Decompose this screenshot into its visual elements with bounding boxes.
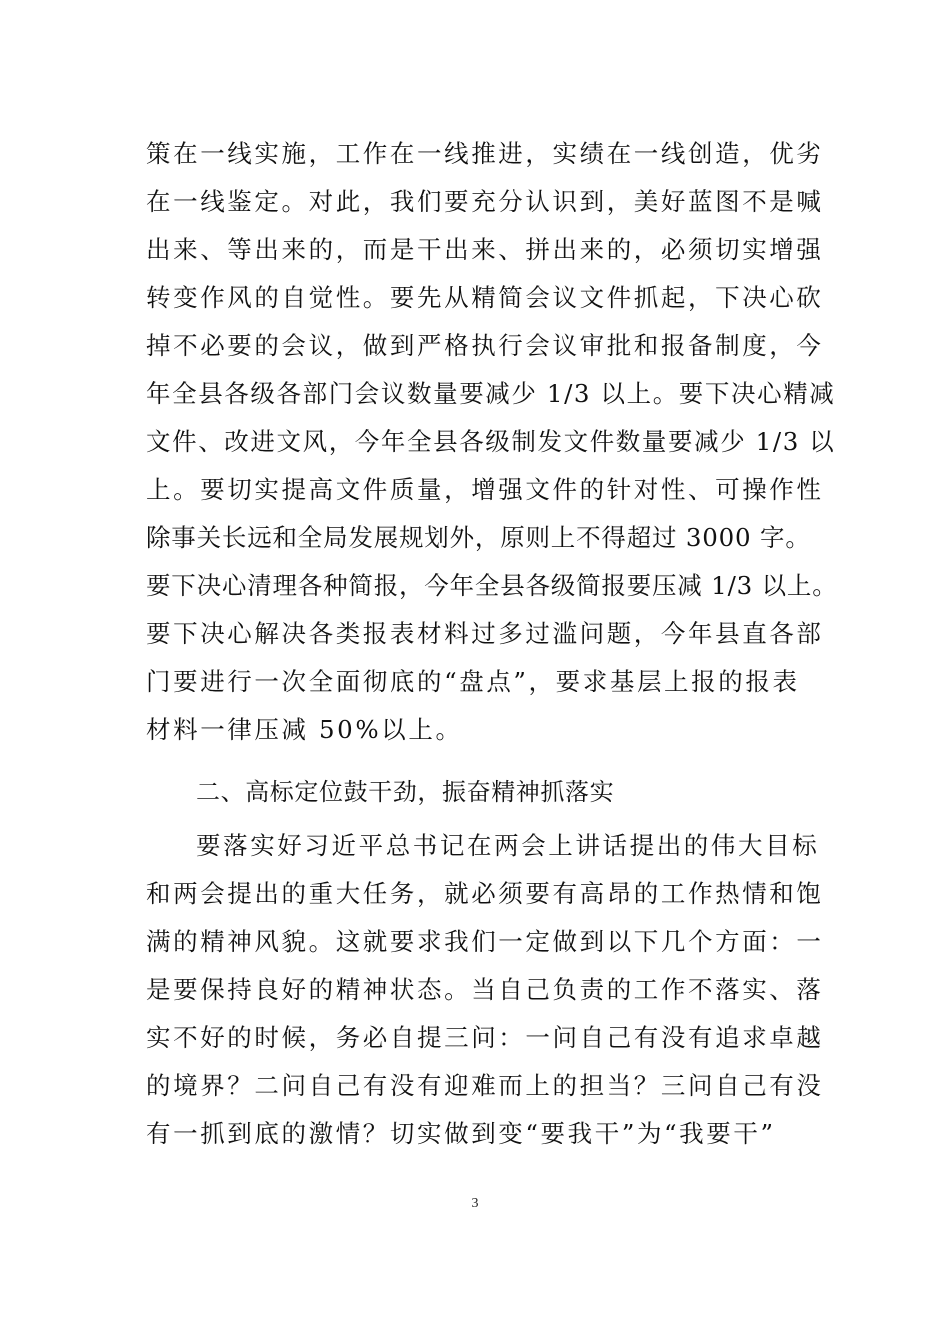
body-text-line: 策在一线实施，工作在一线推进，实绩在一线创造，优劣 (146, 139, 824, 168)
body-text-line: 要下决心清理各种简报，今年全县各级简报要压减 1/3 以上。 (146, 571, 838, 600)
body-text-line: 文件、改进文风，今年全县各级制发文件数量要减少 1/3 以 (146, 427, 836, 456)
body-text-line: 实不好的时候，务必自提三问：一问自己有没有追求卓越 (146, 1023, 824, 1052)
body-text-line: 要落实好习近平总书记在两会上讲话提出的伟大目标 (196, 831, 820, 860)
body-text-line: 和两会提出的重大任务，就必须要有高昂的工作热情和饱 (146, 879, 824, 908)
section-heading: 二、高标定位鼓干劲，振奋精神抓落实 (196, 778, 615, 806)
body-text-line: 材料一律压减 50%以上。 (146, 715, 463, 744)
body-text-line: 转变作风的自觉性。要先从精简会议文件抓起，下决心砍 (146, 283, 824, 312)
body-text-line: 门要进行一次全面彻底的“盘点”，要求基层上报的报表 (146, 667, 800, 696)
body-text-line: 除事关长远和全局发展规划外，原则上不得超过 3000 字。 (146, 523, 811, 552)
body-text-line: 要下决心解决各类报表材料过多过滥问题，今年县直各部 (146, 619, 824, 648)
page-number: 3 (471, 1196, 479, 1211)
body-text-line: 满的精神风貌。这就要求我们一定做到以下几个方面：一 (146, 927, 824, 956)
body-text-line: 年全县各级各部门会议数量要减少 1/3 以上。要下决心精减 (146, 379, 836, 408)
body-text-line: 是要保持良好的精神状态。当自己负责的工作不落实、落 (146, 975, 824, 1004)
body-text-line: 掉不必要的会议，做到严格执行会议审批和报备制度，今 (146, 331, 824, 360)
body-text-line: 在一线鉴定。对此，我们要充分认识到，美好蓝图不是喊 (146, 187, 824, 216)
body-text-line: 的境界？二问自己有没有迎难而上的担当？三问自己有没 (146, 1071, 824, 1100)
body-text-line: 有一抓到底的激情？切实做到变“要我干”为“我要干” (146, 1119, 776, 1148)
body-text-line: 上。要切实提高文件质量，增强文件的针对性、可操作性 (146, 475, 824, 504)
body-text-line: 出来、等出来的，而是干出来、拼出来的，必须切实增强 (146, 235, 824, 264)
